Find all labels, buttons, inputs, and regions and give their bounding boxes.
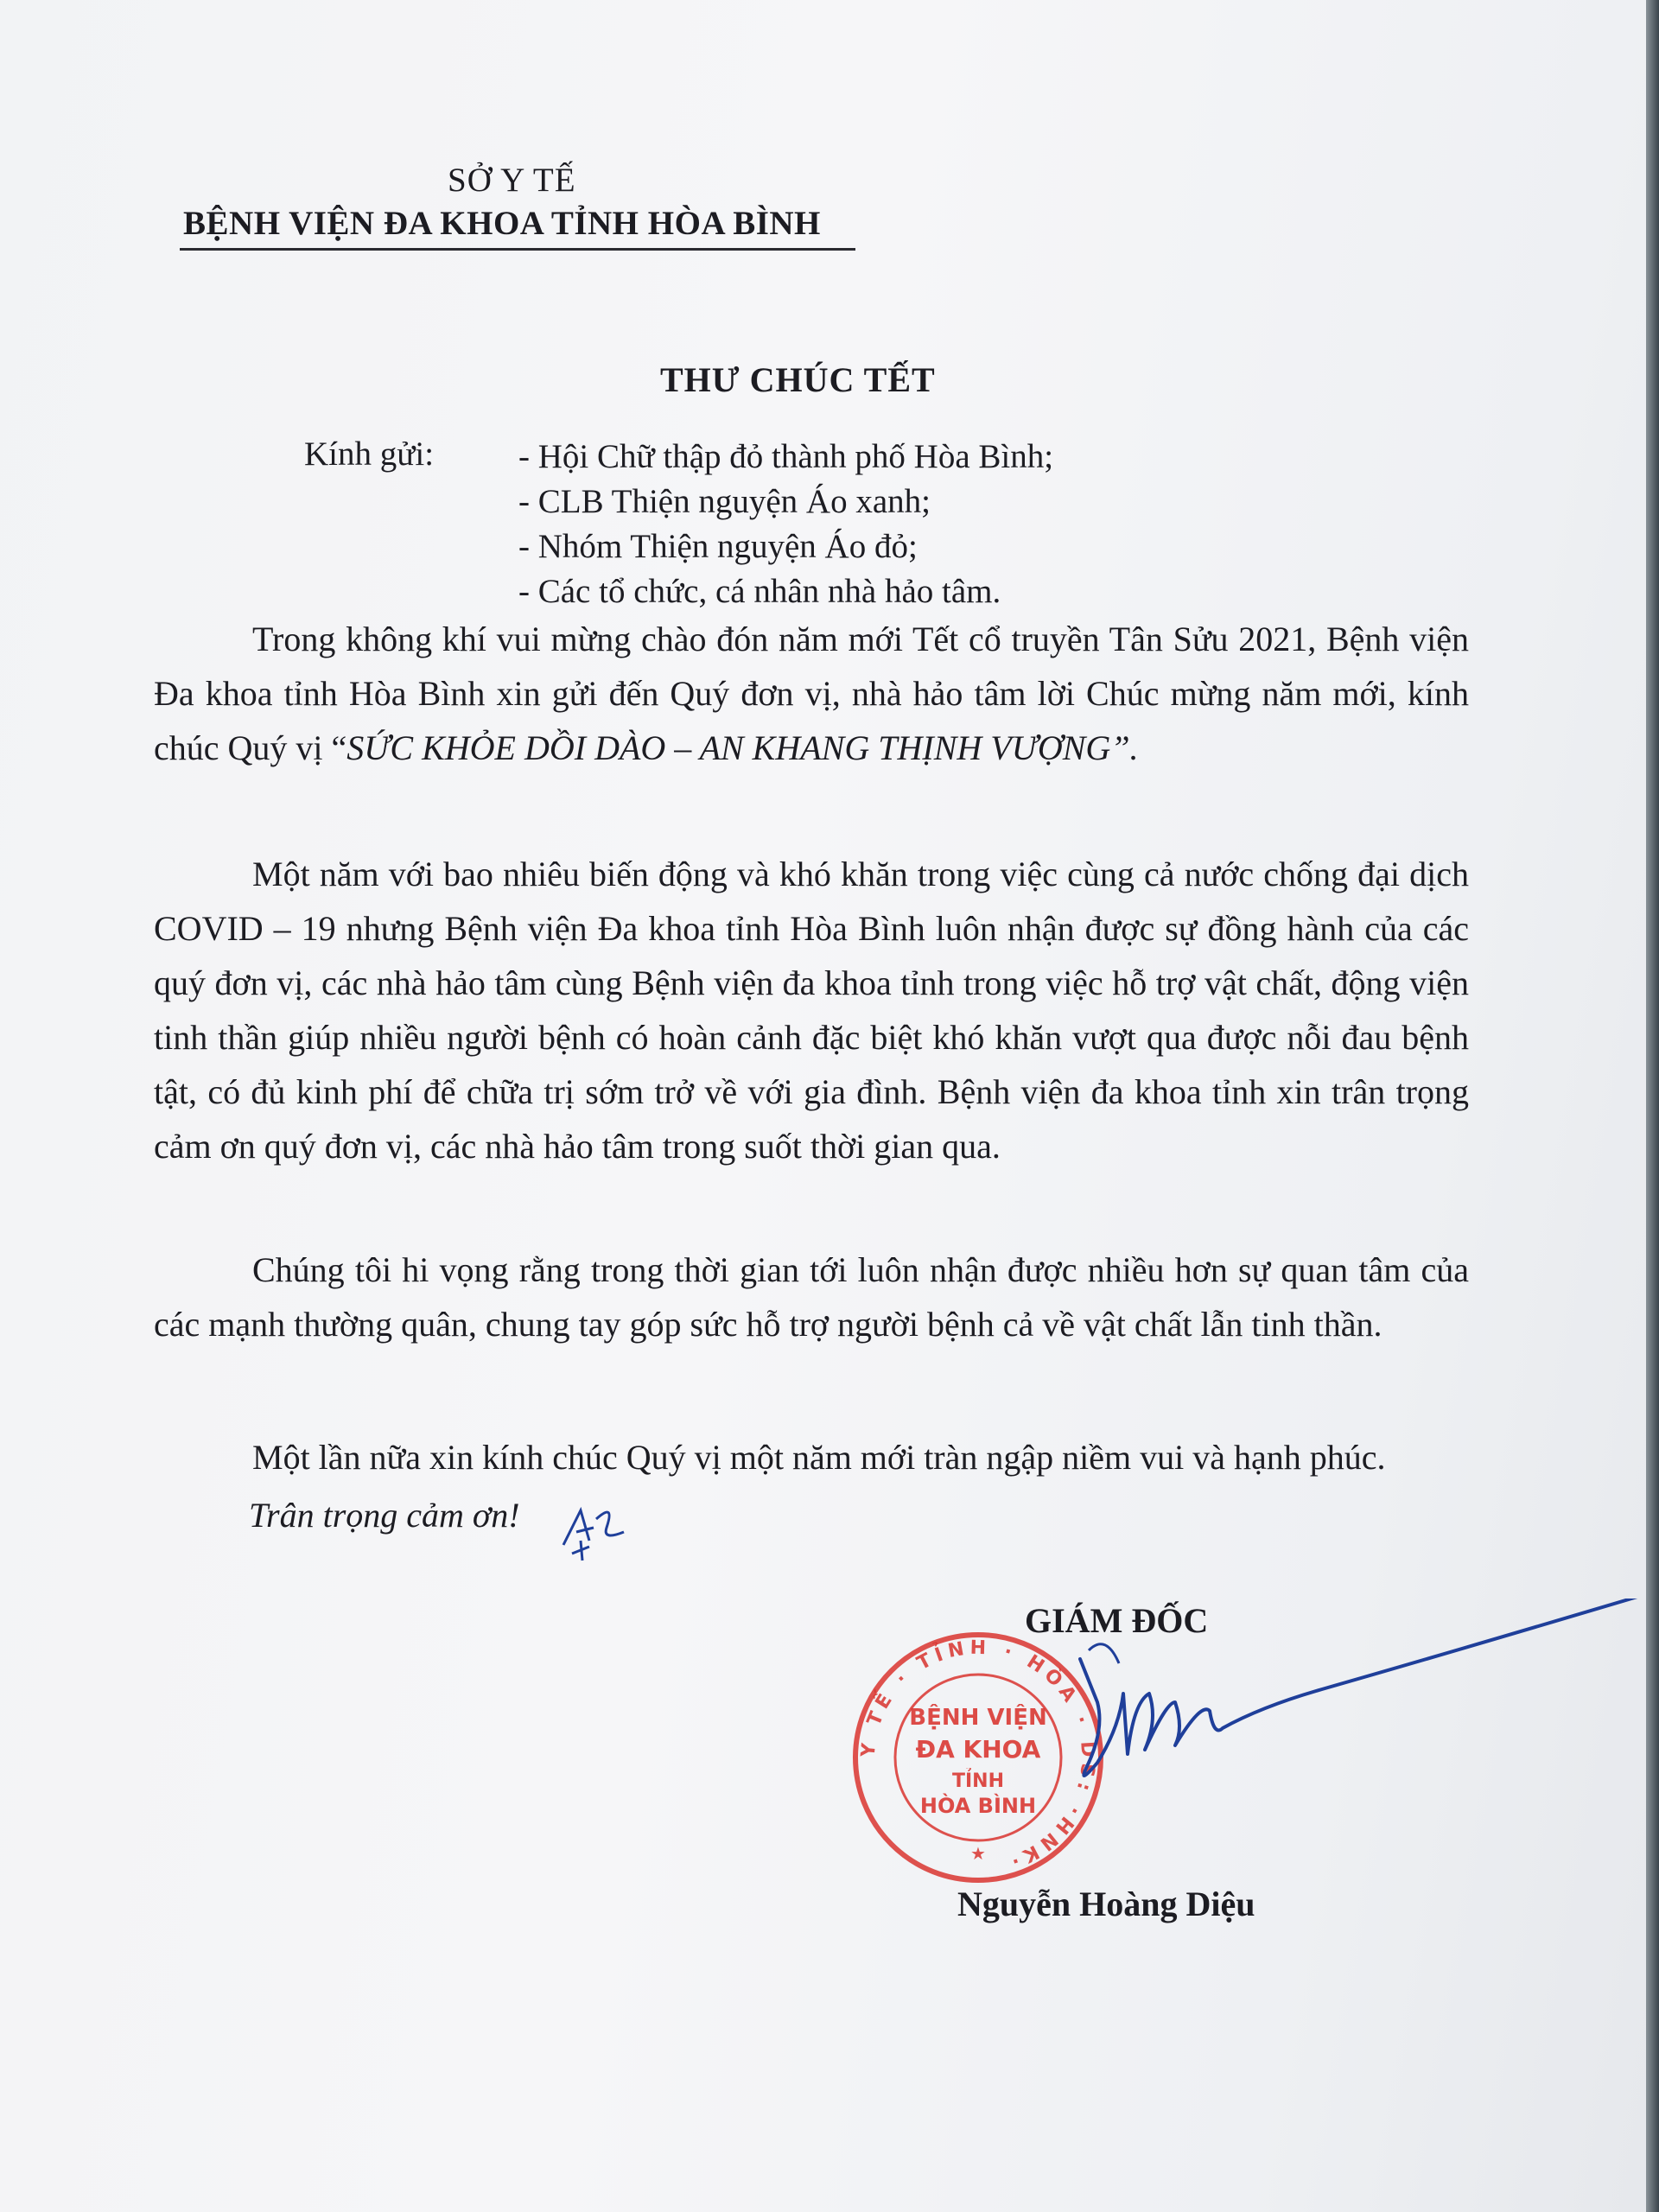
department-name: SỞ Y TẾ (448, 162, 576, 199)
recipient-list (518, 435, 1053, 614)
recipient-item: - CLB Thiện nguyện Áo xanh; (518, 483, 931, 520)
header-underline (180, 248, 855, 251)
director-title: GIÁM ĐỐC (1025, 1601, 1209, 1640)
recipient-item: - Các tổ chức, cá nhân nhà hảo tâm. (518, 573, 1001, 610)
addressee-label: Kính gửi: (304, 435, 435, 473)
greeting-wish: SỨC KHỎE DỒI DÀO – AN KHANG THỊNH VƯỢNG (346, 728, 1111, 767)
paragraph-thanks (154, 847, 1469, 1173)
page-edge-shadow (1646, 0, 1659, 2212)
svg-text:ĐA KHOA: ĐA KHOA (915, 1735, 1041, 1764)
svg-text:HÒA BÌNH: HÒA BÌNH (919, 1794, 1037, 1818)
greeting-end: ”. (1110, 728, 1139, 767)
recipient-item: - Nhóm Thiện nguyện Áo đỏ; (518, 528, 918, 565)
svg-text:TỈNH: TỈNH (951, 1770, 1005, 1792)
wish-text: Một lần nữa xin kính chúc Quý vị một năm mới tràn ngập niềm vui và hạnh phúc. (252, 1438, 1386, 1477)
thanks-text: Một năm với bao nhiêu biến động và khó khăn trong việc cùng cả nước chống đại dịch COVID – 19 nhưng Bệnh viện Đa khoa tỉnh Hòa Bình luôn nhận được sự đồng hành của các quý đơn vị, các nhà hảo tâm cùng Bệnh viện đa khoa tỉnh trong việc hỗ trợ vật chất, động viện tinh thần giúp nhiều người bệnh có hoàn cảnh đặc biệt khó khăn vượt qua được nỗi đau bệnh tật, có đủ kinh phí để chữa trị sớm trở về với gia đình. Bệnh viện đa khoa tỉnh xin trân trọng cảm ơn quý đơn vị, các nhà hảo tâm trong suốt thời gian qua. (154, 855, 1469, 1166)
svg-text:★: ★ (970, 1845, 986, 1864)
closing-line: Trân trọng cảm ơn! (249, 1496, 520, 1535)
hope-text: Chúng tôi hi vọng rằng trong thời gian tới luôn nhận được nhiều hơn sự quan tâm của các mạnh thường quân, chung tay góp sức hỗ trợ người bệnh cả về vật chất lẫn tinh thần. (154, 1250, 1469, 1344)
paragraph-greeting (154, 612, 1469, 775)
director-signature (1037, 1599, 1646, 1823)
svg-text:Y TẾ · TỈNH · HÒA · DS: ·HNK·: Y TẾ · TỈNH · HÒA · DS: ·HNK· (857, 1637, 1099, 1874)
letter-title: THƯ CHÚC TẾT (660, 360, 936, 399)
greeting-text: Trong không khí vui mừng chào đón năm mới Tết cổ truyền Tân Sửu 2021, Bệnh viện Đa khoa tỉnh Hòa Bình xin gửi đến Quý đơn vị, nhà hảo tâm lời Chúc mừng năm mới, kính chúc Quý vị “ (154, 620, 1469, 767)
director-name: Nguyễn Hoàng Diệu (957, 1885, 1255, 1923)
paragraph-wish (154, 1430, 1469, 1484)
hospital-name: BỆNH VIỆN ĐA KHOA TỈNH HÒA BÌNH (183, 205, 821, 242)
initial-mark (555, 1493, 632, 1562)
paragraph-hope (154, 1243, 1469, 1351)
recipient-item: - Hội Chữ thập đỏ thành phố Hòa Bình; (518, 438, 1054, 475)
svg-text:BỆNH VIỆN: BỆNH VIỆN (909, 1705, 1047, 1731)
